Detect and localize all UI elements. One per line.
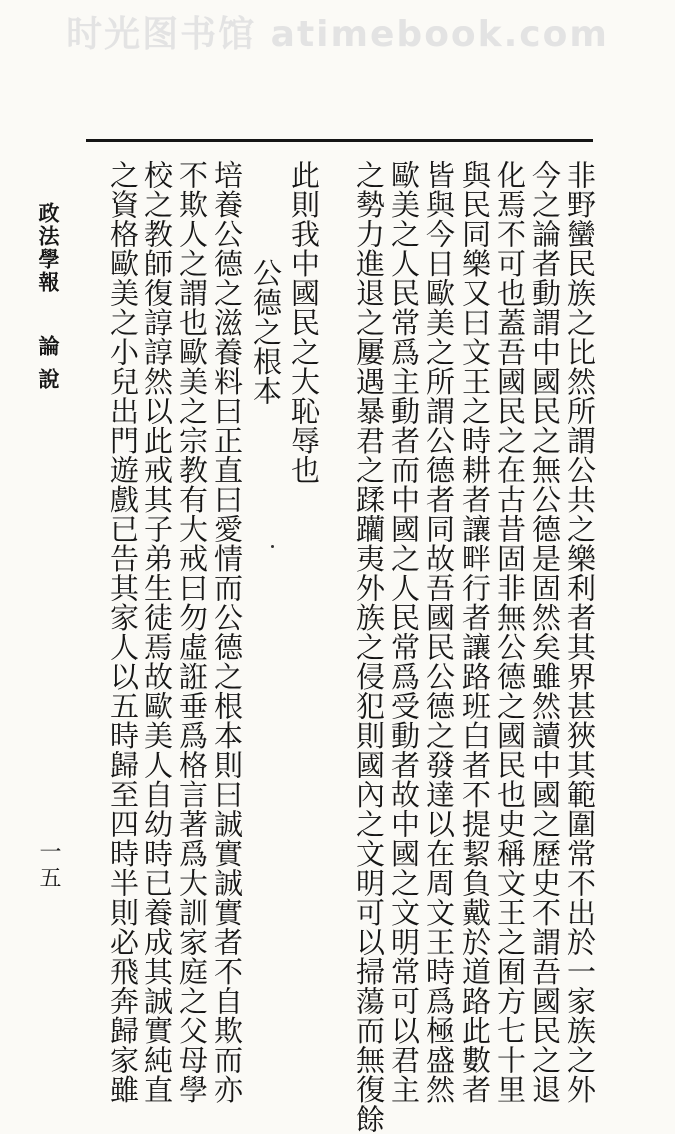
text-column-1: 非野蠻民族之比然所謂公共之樂利者其界甚狹其範圍常不出於一家族之外 (563, 160, 597, 1104)
text-column-2: 今之論者動謂中國民之無公德是固然矣雖然讀中國之歷史不謂吾國民之退 (528, 160, 562, 1104)
header-rule (86, 139, 593, 142)
text-column-7: 之勢力進退之屢遇暴君之蹂躪夷外族之侵犯則國內之文明可以掃蕩而無復餘 (352, 160, 386, 1134)
text-column-3: 化焉不可也蓋吾國民之在古昔固非無公德之國民也史稱文王之囿方七十里 (493, 160, 527, 1104)
printer-dot (271, 545, 274, 548)
watermark-text: 时光图书馆 atimebook.com (66, 14, 609, 55)
text-column-8: 此則我中國民之大恥辱也 (287, 160, 321, 485)
page-number: 一五 (36, 840, 61, 892)
section-label: 論說 (36, 335, 60, 401)
section-heading: 公德之根本 (249, 258, 283, 406)
text-column-6: 歐美之人民常爲主動者而中國之人民常爲受動者故中國之文明常可以君主 (387, 160, 421, 1104)
text-column-5: 皆與今日歐美之所謂公德者同故吾國民公德之發達以在周文王時爲極盛然 (422, 160, 456, 1104)
running-title: 政法學報 (36, 202, 60, 294)
text-column-9: 培養公德之滋養料曰正直曰愛情而公德之根本則曰誠實誠實者不自欺而亦 (210, 160, 244, 1104)
text-column-12: 之資格歐美之小兒出門遊戲已告其家人以五時歸至四時半則必飛奔歸家雖 (106, 160, 140, 1104)
text-column-4: 與民同樂又曰文王之時耕者讓畔行者讓路班白者不提絜負戴於道路此數者 (458, 160, 492, 1104)
text-column-11: 校之教師復諄諄然以此戒其子弟生徒焉故歐美人自幼時已養成其誠實純直 (140, 160, 174, 1104)
text-column-10: 不欺人之謂也歐美之宗教有大戒曰勿虛誑垂爲格言著爲大訓家庭之父母學 (175, 160, 209, 1104)
